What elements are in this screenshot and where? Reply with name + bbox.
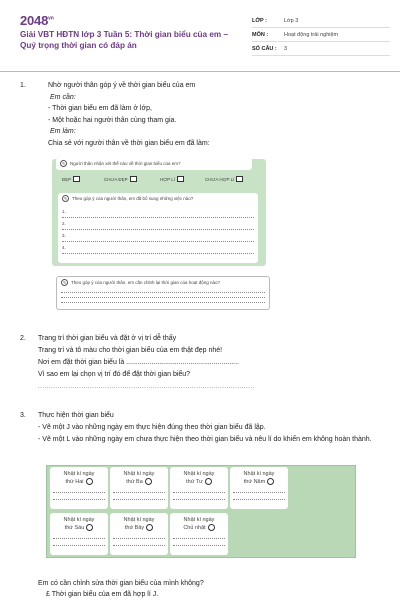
answer-line[interactable]: 2. bbox=[62, 218, 254, 230]
q3-block: Thực hiện thời gian biểu - Vẽ một J vào những ngày em thực hiện đúng theo thời gian biểu đã lập. - Vẽ một L vào những ngày em chưa thực hiện theo thời gian biểu và nêu lí do khiến em không hoàn thành. bbox=[38, 412, 372, 443]
circle-icon[interactable] bbox=[205, 478, 212, 485]
circle-icon[interactable] bbox=[145, 478, 152, 485]
q3-followup: Em có cần chỉnh sửa thời gian biểu của mình không? £ Thời gian biểu của em đã hợp lí J. bbox=[38, 580, 204, 598]
diary-friday[interactable]: Nhật kí ngày thứ Sáu bbox=[50, 513, 108, 555]
q2-number: 2. bbox=[20, 335, 26, 342]
q1-card-additions: ✎ Theo góp ý của người thân, em đã bổ sung những việc nào? 1. 2. 3. 4. bbox=[58, 193, 258, 263]
circle-icon[interactable] bbox=[86, 478, 93, 485]
diary-wednesday[interactable]: Nhật kí ngày thứ Tư bbox=[170, 467, 228, 509]
diary-sunday[interactable]: Nhật kí ngày Chủ nhật bbox=[170, 513, 228, 555]
diary-saturday[interactable]: Nhật kí ngày thứ Bảy bbox=[110, 513, 168, 555]
checkbox-icon[interactable] bbox=[177, 176, 184, 182]
choice-chua-hop-li[interactable]: CHƯA HỢP LÍ bbox=[205, 176, 243, 182]
meta-table bbox=[252, 14, 390, 56]
site-logo[interactable]: $2048^{vn}$ bbox=[20, 13, 54, 28]
checkbox-icon[interactable] bbox=[73, 176, 80, 182]
pencil-icon: ✎ bbox=[63, 196, 68, 201]
pencil-icon: ✎ bbox=[62, 280, 67, 285]
q2-block: Trang trí thời gian biểu và đặt ở vị trí dễ thấy Trang trí và tô màu cho thời gian biểu của em thật đẹp nhé! Nơi em đặt thời gian biểu là .......................................................... Vì sao em lại chọn vị trí đó để đặt thời gian biểu? .................................................................................................... bbox=[38, 335, 255, 390]
q1-card-adjust: ✎ Theo góp ý của người thân, em cần chỉnh lại thời gian của hoạt động nào? bbox=[56, 276, 270, 310]
diary-monday[interactable]: Nhật kí ngày thứ Hai bbox=[50, 467, 108, 509]
checkbox-icon[interactable] bbox=[236, 176, 243, 182]
meta-row-subject: MÔN : Hoạt động trải nghiệm bbox=[252, 28, 390, 42]
choice-chua-dep[interactable]: CHƯA ĐẸP bbox=[104, 176, 137, 182]
q1-card-comment: ✎ Người thân nhận xét thế nào về thời gian biểu của em? bbox=[56, 158, 252, 170]
choice-hop-li[interactable]: HỢP LÍ bbox=[160, 176, 184, 182]
q1-number: 1. bbox=[20, 82, 26, 89]
q3-number: 3. bbox=[20, 412, 26, 419]
meta-row-grade: LỚP : Lớp 3 bbox=[252, 14, 390, 28]
checkbox-icon[interactable] bbox=[130, 176, 137, 182]
answer-line[interactable]: 3. bbox=[62, 230, 254, 242]
circle-icon[interactable] bbox=[146, 524, 153, 531]
document-header bbox=[0, 0, 400, 72]
choice-dep[interactable]: ĐẸP bbox=[62, 176, 80, 182]
comment-icon: ✎ bbox=[61, 161, 66, 166]
answer-line[interactable] bbox=[61, 298, 265, 303]
q1-block: Nhờ người thân góp ý về thời gian biểu của em Em cần: - Thời gian biểu em đã làm ở lớp, - Một hoặc hai người thân cùng tham gia. Em làm: Chia sẻ với người thân về thời gian biểu em đã làm: bbox=[48, 82, 210, 147]
diary-tuesday[interactable]: Nhật kí ngày thứ Ba bbox=[110, 467, 168, 509]
diary-thursday[interactable]: Nhật kí ngày thứ Năm bbox=[230, 467, 288, 509]
circle-icon[interactable] bbox=[208, 524, 215, 531]
circle-icon[interactable] bbox=[86, 524, 93, 531]
answer-line[interactable]: 4. bbox=[62, 242, 254, 254]
meta-row-count: SỐ CÂU : 3 bbox=[252, 42, 390, 56]
answer-line[interactable]: 1. bbox=[62, 206, 254, 218]
circle-icon[interactable] bbox=[267, 478, 274, 485]
document-title: Giải VBT HĐTN lớp 3 Tuần 5: Thời gian biểu của em – Quý trọng thời gian có đáp án bbox=[20, 30, 229, 50]
